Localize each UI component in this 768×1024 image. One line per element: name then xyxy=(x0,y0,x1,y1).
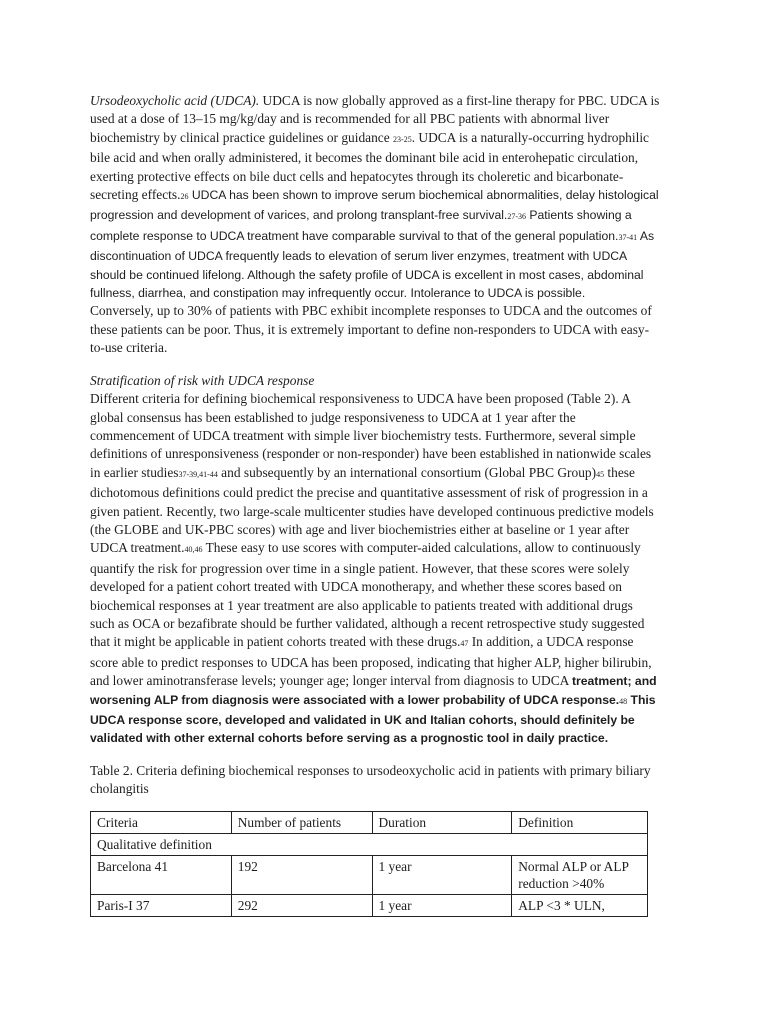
criteria-table xyxy=(90,811,648,917)
document-page xyxy=(90,92,660,917)
table-section-row xyxy=(91,833,648,855)
table-caption: Table 2. Criteria defining biochemical responses to ursodeoxycholic acid in patients with primary biliary cholangitis xyxy=(90,762,651,797)
header-cell: Number of patients xyxy=(231,811,372,833)
text-run: As discontinuation of UDCA frequently leads to elevation of serum liver enzymes, treatment with UDCA should be continued lifelong. Although the safety profile of UDCA is excellent in most cases, abdominal fullness, diarrhea, and constipation may infrequently occur. Intolerance to UDCA is possible. xyxy=(90,228,655,301)
citation-ref: 27-36 xyxy=(507,212,526,222)
citation-ref: 37-41 xyxy=(618,232,638,242)
table-cell: 292 xyxy=(231,894,372,916)
citation-ref: 48 xyxy=(619,696,628,706)
text-run: and subsequently by an international consortium (Global PBC Group) xyxy=(217,464,597,480)
text-run: Patients showing a complete response to UDCA treatment have comparable survival to that of the general population. xyxy=(90,208,632,243)
header-cell: Definition xyxy=(512,811,648,833)
header-cell: Duration xyxy=(372,811,512,833)
header-cell: Criteria xyxy=(91,811,232,833)
bold-text-run: treatment; and worsening ALP from diagnosis were associated with a lower probability of UDCA response. xyxy=(90,674,657,707)
table-cell: 192 xyxy=(231,855,372,894)
text-run: In addition, a UDCA response score able to predict responses to UDCA has been proposed, indicating that higher ALP, higher bilirubin, and lower aminotransferase levels; younger age; longer interval from diagnosis to UDCA xyxy=(90,634,652,689)
bold-text-run: This UDCA response score, developed and validated in UK and Italian cohorts, should definitely be validated with other external cohorts before serving as a prognostic tool in daily practice. xyxy=(90,692,656,746)
citation-ref: 47 xyxy=(460,639,469,649)
text-run: these dichotomous definitions could predict the precise and quantitative assessment of risk of progression in a given patient. Recently, two large-scale multicenter studies have developed continuous predictive models (the GLOBE and UK-PBC scores) with age and liver biochemistries either at baseline or 1 year after UDCA treatment. xyxy=(90,464,654,556)
citation-ref: 23-25 xyxy=(393,134,412,144)
table-cell: 1 year xyxy=(372,855,512,894)
table-row xyxy=(91,894,648,916)
text-run: UDCA is now globally approved as a first-line therapy for PBC. UDCA is used at a dose of 13–15 mg/kg/day and is recommended for all PBC patients with abnormal liver biochemistry by clinical practice guidelines or guidance xyxy=(90,93,660,145)
table-cell: Normal ALP or ALP reduction >40% xyxy=(512,855,648,894)
table-cell: Barcelona 41 xyxy=(91,855,232,894)
text-run: . UDCA is a naturally-occurring hydrophilic bile acid and when orally administered, it becomes the dominant bile acid in enterohepatic circulation, exerting protective effects on bile duct cells and hepatocytes through its choleretic and bicarbonate-secreting effects. xyxy=(90,129,649,203)
table-cell: Paris-I 37 xyxy=(91,894,232,916)
paragraph-udca xyxy=(90,92,660,302)
paragraph-nonresponders: Conversely, up to 30% of patients with PBC exhibit incomplete responses to UDCA and the outcomes of these patients can be poor. Thus, it is extremely important to define non-responders to UDCA with easy-to-use criteria. xyxy=(90,303,652,356)
udca-lead-title: Ursodeoxycholic acid (UDCA). xyxy=(90,93,260,108)
paragraph-risk-stratification xyxy=(90,390,660,748)
table-cell: 1 year xyxy=(372,894,512,916)
table-row xyxy=(91,855,648,894)
citation-ref: 37-39,41-44 xyxy=(178,469,218,479)
table-cell: ALP <3 * ULN, xyxy=(512,894,648,916)
table-header-row xyxy=(91,811,648,833)
section-heading: Stratification of risk with UDCA response xyxy=(90,372,315,388)
section-cell: Qualitative definition xyxy=(91,833,648,855)
citation-ref: 45 xyxy=(596,469,605,479)
citation-ref: 40,46 xyxy=(184,545,203,555)
text-run: UDCA has been shown to improve serum biochemical abnormalities, delay histological progression and development of varices, and prolong transplant-free survival. xyxy=(90,188,659,223)
text-run: Different criteria for defining biochemical responsiveness to UDCA have been proposed (Table 2). A global consensus has been established to judge responsiveness to UDCA at 1 year after the commencement of UDCA treatment with simple liver biochemistry tests. Furthermore, several simple definitions of unresponsiveness (responder or non-responder) have been established in nationwide scales in earlier studies xyxy=(90,391,652,480)
text-run: These easy to use scores with computer-aided calculations, allow to continuously quantify the risk for progression over time in a single patient. However, that these scores were solely developed for a patient cohort treated with UDCA monotherapy, and whether these scores based on biochemical responses at 1 year treatment are also applicable to patients treated with additional drugs such as OCA or bezafibrate should be further validated, although a recent retrospective study suggested that it might be applicable in patient cohorts treated with these drugs. xyxy=(90,540,645,650)
citation-ref: 26 xyxy=(180,192,189,202)
